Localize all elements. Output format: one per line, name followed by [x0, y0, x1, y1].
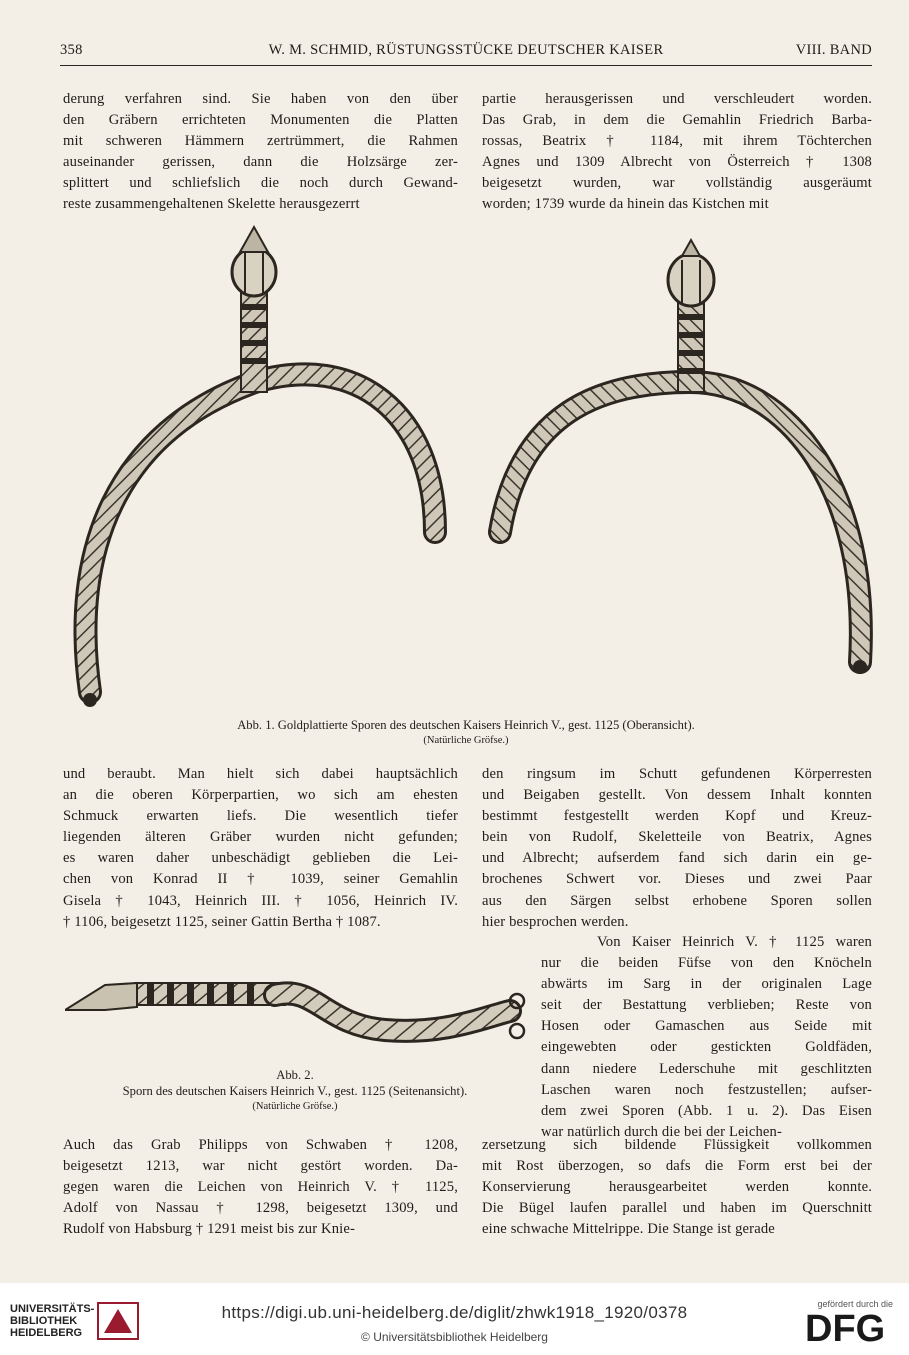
- text-block-bottom-left: [63, 1135, 458, 1240]
- text-line: bein von Rudolf, Skeletteile von Beatrix, Agnes: [482, 829, 872, 846]
- text-line: Die Bügel laufen parallel und haben im Querschnitt: [482, 1200, 872, 1217]
- running-title: W. M. SCHMID, RÜSTUNGSSTÜCKE DEUTSCHER KAISER: [268, 42, 664, 58]
- permalink-url[interactable]: https://digi.ub.uni-heidelberg.de/diglit/zhwk1918_1920/0378: [221, 1303, 688, 1322]
- text-line: Auch das Grab Philipps von Schwaben † 1208,: [63, 1137, 458, 1153]
- text-line: Laschen waren noch festzustellen; aufser-: [541, 1081, 872, 1098]
- text-block-narrow-right: [541, 932, 872, 1143]
- text-line: brochenes Schwert vor. Dieses und zwei Paar: [482, 871, 872, 888]
- text-line: nur die beiden Füfse von den Knöcheln: [541, 955, 872, 972]
- page-number: 358: [60, 42, 83, 58]
- text-line: worden; 1739 wurde da hinein das Kistchen mit: [482, 196, 769, 213]
- text-block-mid-left: [63, 764, 458, 933]
- dfg-logo[interactable]: [805, 1309, 893, 1345]
- text-line: Das Grab, in dem die Gemahlin Friedrich Barba-: [482, 112, 872, 129]
- footer-bar: [0, 1283, 909, 1355]
- text-block-bottom-right: [482, 1135, 872, 1240]
- figure-2-label: Abb. 2.: [276, 1068, 314, 1082]
- text-line: Hosen oder Gamaschen aus Seide mit: [541, 1018, 872, 1035]
- text-line: Gisela † 1043, Heinrich III. † 1056, Heinrich IV.: [63, 892, 458, 909]
- text-line: hier besprochen werden.: [482, 913, 629, 930]
- text-line: liegenden älteren Gräber wurden nicht gefunden;: [63, 829, 458, 846]
- text-block-top-right: [482, 89, 872, 216]
- text-line: Von Kaiser Heinrich V. † 1125 waren: [597, 934, 872, 950]
- text-line: und Beigaben gestellt. Von dessem Inhalt konnten: [482, 787, 872, 804]
- text-line: es waren daher unbeschädigt geblieben die Lei-: [63, 850, 458, 867]
- text-line: beigesetzt 1213, war nicht gestört worden. Da-: [63, 1158, 458, 1175]
- text-line: dem zwei Sporen (Abb. 1 u. 2). Das Eisen: [541, 1102, 872, 1119]
- figure-1-caption-note: (Natürliche Gröfse.): [423, 735, 509, 746]
- figure-2-caption: [60, 1067, 530, 1115]
- text-line: abwärts im Sarg in der originalen Lage: [541, 976, 872, 993]
- figure-2-caption-note: (Natürliche Gröfse.): [252, 1101, 338, 1112]
- text-line: auseinander gerissen, dann die Holzsärge zer-: [63, 154, 458, 171]
- svg-text:DFG: DFG: [805, 1309, 886, 1345]
- text-line: den ringsum im Schutt gefundenen Körperresten: [482, 766, 872, 782]
- volume-label: VIII. BAND: [795, 42, 872, 58]
- text-line: und Albrecht; aufserdem fand sich darin ein ge-: [482, 850, 872, 867]
- text-line: bestimmt festgestellt werden Kopf und Kreuz-: [482, 808, 872, 825]
- text-line: seit der Bestattung verblieben; Reste von: [541, 997, 872, 1014]
- text-line: und beraubt. Man hielt sich dabei hauptsächlich: [63, 766, 458, 782]
- text-line: Schmuck erwarten liefs. Die wesentlich tiefer: [63, 808, 458, 825]
- text-line: dann niedere Lederschuhe mit geschlitzten: [541, 1060, 872, 1077]
- text-line: † 1106, beigesetzt 1125, seiner Gattin Bertha † 1087.: [63, 913, 381, 930]
- text-line: Konservierung herausgearbeitet werden konnte.: [482, 1179, 872, 1196]
- running-header: [60, 42, 872, 64]
- copyright-notice: © Universitätsbibliothek Heidelberg: [361, 1330, 548, 1344]
- text-line: chen von Konrad II † 1039, seiner Gemahlin: [63, 871, 458, 888]
- text-line: an die oberen Körperpartien, wo sich am ehesten: [63, 787, 458, 804]
- spur-illustration-right: [460, 232, 880, 702]
- text-line: aus den Särgen selbst erhobene Sporen sollen: [482, 892, 872, 909]
- text-line: gegen waren die Leichen von Heinrich V. † 1125,: [63, 1179, 458, 1196]
- text-line: eine schwache Mittelrippe. Die Stange ist gerade: [482, 1221, 775, 1238]
- spur-illustration-left: [55, 222, 525, 712]
- text-line: splittert und schliefslich die noch durch Gewand-: [63, 175, 458, 192]
- spur-side-view-illustration: [65, 955, 530, 1055]
- figure-1-caption-text: Abb. 1. Goldplattierte Sporen des deutschen Kaisers Heinrich V., gest. 1125 (Oberansicht).: [237, 718, 695, 732]
- text-line: zersetzung sich bildende Flüssigkeit vollkommen: [482, 1137, 872, 1153]
- text-line: reste zusammengehaltenen Skelette herausgezerrt: [63, 196, 360, 213]
- text-line: partie herausgerissen und verschleudert worden.: [482, 91, 872, 107]
- text-line: beigesetzt wurden, war vollständig ausgeräumt: [482, 175, 872, 192]
- figure-1-caption: [60, 717, 872, 749]
- text-line: eingewebten oder gestickten Goldfäden,: [541, 1039, 872, 1056]
- text-line: Adolf von Nassau † 1298, beigesetzt 1309, und: [63, 1200, 458, 1217]
- header-rule: [60, 65, 872, 66]
- text-line: den Gräbern errichteten Monumenten die Platten: [63, 112, 458, 129]
- text-block-top-left: [63, 89, 458, 216]
- text-line: mit schweren Hämmern zertrümmert, die Rahmen: [63, 133, 458, 150]
- text-line: derung verfahren sind. Sie haben von den über: [63, 91, 458, 107]
- text-line: mit Rost überzogen, so dafs die Form erst bei der: [482, 1158, 872, 1175]
- institution-logo[interactable]: UNIVERSITÄTS- BIBLIOTHEK HEIDELBERG: [10, 1303, 95, 1339]
- text-block-mid-right: [482, 764, 872, 933]
- sponsor-note: gefördert durch die: [817, 1299, 893, 1309]
- text-line: Agnes und 1309 Albrecht von Österreich † 1308: [482, 154, 872, 171]
- text-line: Rudolf von Habsburg † 1291 meist bis zur Knie-: [63, 1221, 355, 1238]
- text-line: rossas, Beatrix † 1184, mit ihrem Töchterchen: [482, 133, 872, 150]
- figure-2-caption-text: Sporn des deutschen Kaisers Heinrich V., gest. 1125 (Seitenansicht).: [122, 1084, 468, 1098]
- text-line: war natürlich durch die bei der Leichen-: [541, 1123, 783, 1140]
